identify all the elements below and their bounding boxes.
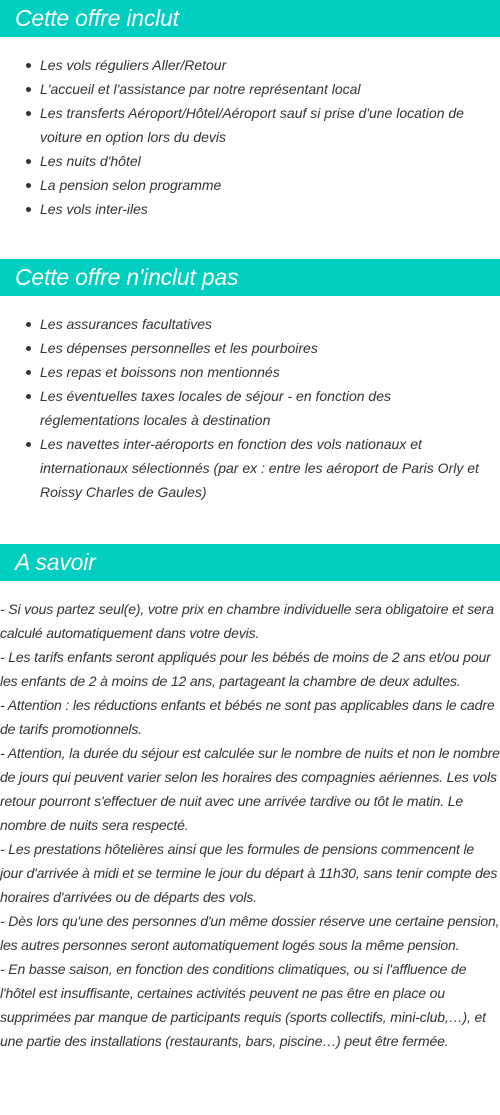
exclut-list bbox=[0, 312, 500, 504]
savoir-paragraph: - Dès lors qu'une des personnes d'un même dossier réserve une certaine pension, les autres personnes seront automatiquement logés sous la même pension. bbox=[0, 913, 500, 953]
section-title-exclut: Cette offre n'inclut pas bbox=[0, 259, 500, 296]
section-offre-exclut bbox=[0, 259, 500, 504]
section-title-inclut: Cette offre inclut bbox=[0, 0, 500, 37]
list-item: Les vols inter-iles bbox=[0, 197, 500, 221]
savoir-text bbox=[0, 597, 500, 1053]
list-item: Les assurances facultatives bbox=[0, 312, 500, 336]
section-title-savoir: A savoir bbox=[0, 544, 500, 581]
savoir-paragraph: - En basse saison, en fonction des conditions climatiques, ou si l'affluence de l'hôtel est insuffisante, certaines activités peuvent ne pas être en place ou supprimées par manque de participants requis (sports collectifs, mini-club,…), et une partie des installations (restaurants, bars, piscine…) peut être fermée. bbox=[0, 961, 486, 1049]
list-item: Les nuits d'hôtel bbox=[0, 149, 500, 173]
list-item: Les repas et boissons non mentionnés bbox=[0, 360, 500, 384]
list-item: L'accueil et l'assistance par notre représentant local bbox=[0, 77, 500, 101]
list-item: Les vols réguliers Aller/Retour bbox=[0, 53, 500, 77]
section-a-savoir bbox=[0, 544, 500, 1053]
savoir-paragraph: - Attention : les réductions enfants et bébés ne sont pas applicables dans le cadre de tarifs promotionnels. bbox=[0, 697, 495, 737]
list-item: Les dépenses personnelles et les pourboires bbox=[0, 336, 500, 360]
savoir-paragraph: - Attention, la durée du séjour est calculée sur le nombre de nuits et non le nombre de jours qui peuvent varier selon les horaires des compagnies aériennes. Les vols retour pourront s'effectuer de nuit avec une arrivée tardive ou tôt le matin. Le nombre de nuits sera respecté. bbox=[0, 745, 500, 833]
list-item: Les éventuelles taxes locales de séjour - en fonction des réglementations locales à destination bbox=[0, 384, 500, 432]
savoir-paragraph: - Les prestations hôtelières ainsi que les formules de pensions commencent le jour d'arrivée à midi et se termine le jour du départ à 11h30, sans tenir compte des horaires d'arrivées ou de départs des vols. bbox=[0, 841, 498, 905]
list-item: Les navettes inter-aéroports en fonction des vols nationaux et internationaux sélectionnés (par ex : entre les aéroport de Paris Orly et Roissy Charles de Gaules) bbox=[0, 432, 500, 504]
section-offre-inclut bbox=[0, 0, 500, 221]
savoir-paragraph: - Si vous partez seul(e), votre prix en chambre individuelle sera obligatoire et sera calculé automatiquement dans votre devis. bbox=[0, 601, 494, 641]
savoir-paragraph: - Les tarifs enfants seront appliqués pour les bébés de moins de 2 ans et/ou pour les enfants de 2 à moins de 12 ans, partageant la chambre de deux adultes. bbox=[0, 649, 491, 689]
list-item: La pension selon programme bbox=[0, 173, 500, 197]
list-item: Les transferts Aéroport/Hôtel/Aéroport sauf si prise d'une location de voiture en option lors du devis bbox=[0, 101, 500, 149]
inclut-list bbox=[0, 53, 500, 221]
